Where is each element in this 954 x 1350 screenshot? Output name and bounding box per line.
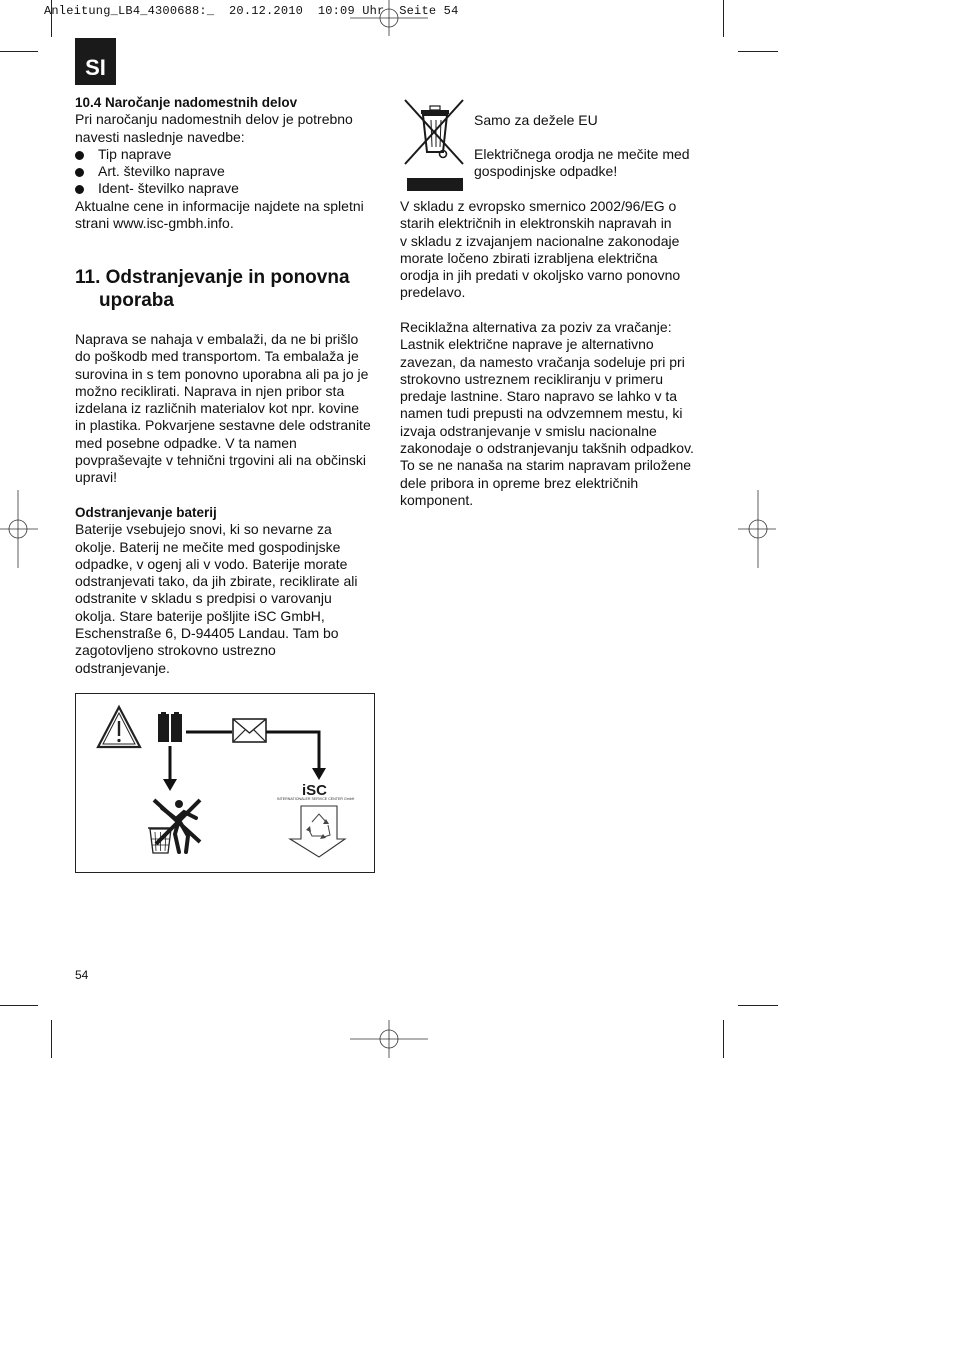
battery-icon	[158, 712, 182, 742]
paragraph-line: okolje. Baterij ne mečite med gospodinjske	[75, 538, 341, 555]
paragraph-line: Reciklažna alternativa za poziv za vračanje:	[400, 319, 672, 335]
paragraph-line: predelavo.	[400, 284, 466, 301]
isc-logo-subtext: INTERNATIONALER SERVICE CENTER GmbH	[277, 797, 355, 801]
paragraph-line: izdelana iz različnih materialov kot npr. kovine	[75, 400, 360, 417]
paragraph-line: med posebne odpadke. V ta namen	[75, 434, 297, 451]
registration-mark-left	[0, 490, 40, 570]
crossed-wheelie-bin-icon	[403, 98, 465, 192]
crop-mark-bottom-right-h	[738, 1005, 778, 1006]
envelope-icon	[233, 719, 266, 742]
section-10-4-outro-2: strani www.isc-gmbh.info.	[75, 215, 234, 232]
print-header-line: Anleitung_LB4_4300688:_ 20.12.2010 10:09 Uhr Seite 54	[44, 4, 459, 18]
paragraph-line: zakonodaje o odstranjevanju takšnih odpadkov.	[400, 440, 694, 457]
paragraph-line: surovina in s tem ponovno uporabna ali pa jo je	[75, 365, 369, 382]
warning-line: gospodinjske odpadke!	[474, 163, 618, 180]
paragraph-line: dele pribora in opreme brez električnih	[400, 474, 639, 491]
paragraph-line: odstranjevati tako, da jih zbirate, reciklirate ali	[75, 573, 358, 590]
crop-mark-top-right-h	[738, 51, 778, 52]
registration-mark-right	[738, 490, 778, 570]
section-10-4-heading: 10.4 Naročanje nadomestnih delov	[75, 95, 298, 110]
paragraph-line: komponent.	[400, 491, 474, 508]
paragraph-line: zagotovljeno strokovno ustrezno	[75, 642, 276, 659]
paragraph-line: To se ne nanaša na starim napravam priložene	[400, 457, 692, 474]
paragraph-line: odpadke, v ogenj ali v vodo. Baterije morate	[75, 555, 348, 572]
left-column	[75, 94, 385, 232]
paragraph-line: Naprava se nahaja v embalaži, da ne bi prišlo	[75, 331, 359, 347]
recycling-icon	[290, 806, 345, 857]
paragraph-line: v skladu z izvajanjem nacionalne zakonodaje	[400, 232, 680, 249]
section-10-4-intro-1: Pri naročanju nadomestnih delov je potrebno	[75, 111, 353, 128]
paragraph-line: V skladu z evropsko smernico 2002/96/EG o	[400, 198, 677, 214]
paragraph-line: odstranjevanje.	[75, 659, 170, 676]
paragraph-line: izvaja odstranjevanje v smislu nacionalne	[400, 422, 657, 439]
paragraph-line: okolja. Stare baterije pošljite iSC GmbH,	[75, 607, 325, 624]
paragraph-line: morate ločeno zbirati izrabljena električna	[400, 249, 658, 266]
spare-parts-bullet-list	[75, 146, 385, 198]
list-item: Art. številko naprave	[75, 163, 385, 180]
household-warning	[474, 146, 734, 181]
paragraph-line: upravi!	[75, 469, 118, 486]
crop-mark-bottom-left-v	[51, 1020, 52, 1058]
list-item: Ident- številko naprave	[75, 180, 385, 197]
paragraph-line: odstranite v skladu s predpisi o varovanju	[75, 590, 332, 607]
registration-mark-bottom	[350, 1020, 428, 1060]
weee-paragraph	[400, 198, 720, 302]
section-11	[75, 266, 385, 312]
paragraph-line: starih električnih in elektronskih napravah in	[400, 215, 672, 232]
isc-logo: iSC	[302, 782, 328, 799]
warning-line: Električnega orodja ne mečite med	[474, 146, 690, 162]
paragraph-line: možno reciklirati. Naprava in njen pribor sta	[75, 382, 345, 399]
warning-triangle-icon	[98, 707, 140, 747]
crop-mark-bottom-right-v	[723, 1020, 724, 1058]
language-badge: SI	[75, 38, 116, 85]
battery-disposal-figure	[75, 693, 375, 873]
section-11-heading-1: 11. Odstranjevanje in ponovna	[75, 267, 350, 288]
paragraph-line: strokovno ustreznem recikliranju v primeru	[400, 370, 663, 387]
paragraph-line: orodja in jih predati v okoljsko varno ponovno	[400, 267, 681, 284]
paragraph-line: do poškodb med transportom. Ta embalaža je	[75, 348, 359, 365]
crop-mark-top-left-h	[0, 51, 38, 52]
crop-mark-bottom-left-h	[0, 1005, 38, 1006]
paragraph-line: namen tudi prepusti na odvzemnem mestu, ki	[400, 405, 683, 422]
eu-note: Samo za dežele EU	[474, 112, 598, 128]
section-11-body	[75, 331, 385, 487]
section-11-heading-2: uporaba	[99, 290, 174, 311]
paragraph-line: predaje lastnine. Staro napravo se lahko v ta	[400, 388, 678, 405]
paragraph-line: in plastika. Pokvarjene sestavne dele odstranite	[75, 417, 371, 434]
section-10-4-intro-2: navesti naslednje navedbe:	[75, 128, 245, 145]
crossed-bin-icon	[148, 800, 200, 853]
section-10-4-outro-1: Aktualne cene in informacije najdete na spletni	[75, 197, 364, 214]
list-item: Tip naprave	[75, 146, 385, 163]
paragraph-line: Baterije vsebujejo snovi, ki so nevarne za	[75, 521, 332, 538]
paragraph-line: povpraševajte v tehnični trgovini ali na občinski	[75, 452, 367, 469]
battery-disposal-diagram	[76, 694, 374, 871]
page-number: 54	[75, 968, 89, 982]
recycling-paragraph	[400, 319, 730, 509]
paragraph-line: Eschenstraße 6, D-94405 Landau. Tam bo	[75, 625, 339, 642]
battery-section-heading: Odstranjevanje baterij	[75, 505, 217, 520]
battery-section	[75, 504, 385, 677]
paragraph-line: zavezan, da namesto vračanja sodeluje pri pri	[400, 353, 685, 370]
crop-mark-top-right-v	[723, 0, 724, 37]
paragraph-line: Lastnik električne naprave je alternativno	[400, 336, 654, 353]
